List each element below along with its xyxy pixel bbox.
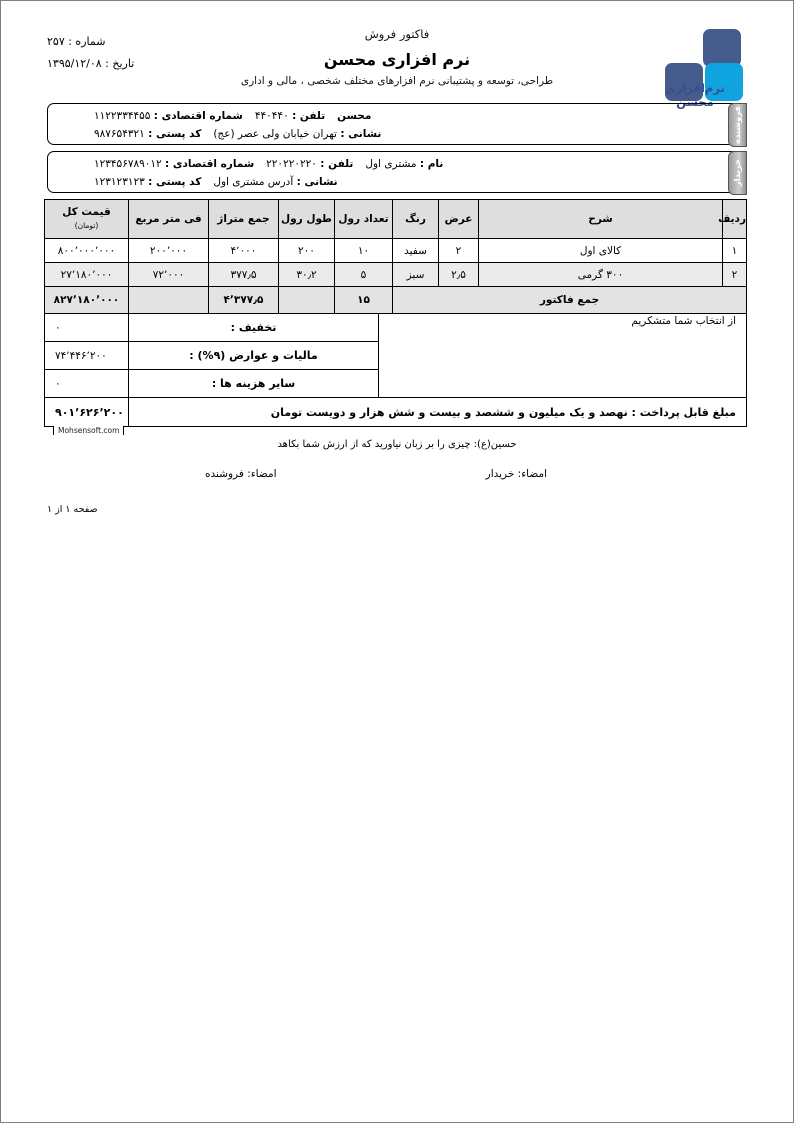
cell-roll-count: ۵ <box>335 263 393 287</box>
cell-description: ۳۰۰ گرمی <box>479 263 723 287</box>
seller-phone-label: تلفن : <box>292 110 326 122</box>
buyer-econ-code: ۱۲۳۴۵۶۷۸۹۰۱۲ <box>94 158 162 170</box>
buyer-econ-label: شماره اقتصادی : <box>165 158 255 170</box>
table-row <box>45 263 747 287</box>
table-row <box>45 239 747 263</box>
invoice-total-row <box>45 287 747 314</box>
invoice-meta <box>47 31 134 75</box>
signature-area <box>47 468 747 488</box>
cell-total-meters: ۴٬۰۰۰ <box>209 239 279 263</box>
tax-value: ۷۴٬۴۴۶٬۲۰۰ <box>45 342 129 370</box>
seller-address: تهران خیابان ولی عصر (عج) <box>213 128 337 140</box>
buyer-signature-label: امضاء: خریدار <box>485 468 547 480</box>
cell-width: ۲ <box>439 239 479 263</box>
logo-wordmark: نرم‌افزاری محسن <box>665 81 725 109</box>
col-header-total-meters: جمع متراژ <box>209 200 279 239</box>
cell-roll-length: ۳۰٫۲ <box>279 263 335 287</box>
items-table-header-row <box>45 200 747 239</box>
document-header <box>47 23 747 109</box>
footer-quote: حسین(ع): چیزی را بر زبان نیاورید که از ارزش شما بکاهد <box>277 439 517 450</box>
seller-phone: ۴۴۰۴۴۰ <box>254 110 289 122</box>
header-titles <box>47 27 747 87</box>
cell-total-price: ۲۷٬۱۸۰٬۰۰۰ <box>45 263 129 287</box>
buyer-postal-code: ۱۲۳۱۲۳۱۲۳ <box>94 176 145 188</box>
summary-table <box>44 313 747 398</box>
buyer-line-1 <box>94 155 736 173</box>
buyer-address: آدرس مشتری اول <box>213 176 294 188</box>
page-number: صفحه ۱ از ۱ <box>47 504 98 515</box>
buyer-tab-label: خریدار <box>732 159 743 187</box>
total-row-label: جمع فاکتور <box>393 287 747 314</box>
summary-row-discount <box>45 314 747 342</box>
seller-postal-code: ۹۸۷۶۵۴۳۲۱ <box>94 128 145 140</box>
col-header-index: ردیف <box>723 200 747 239</box>
brand-stamp: Mohsensoft.com <box>53 426 124 435</box>
seller-box <box>47 103 747 145</box>
buyer-name-label: نام : <box>419 158 444 170</box>
cell-total-meters: ۳۷۷٫۵ <box>209 263 279 287</box>
total-price: ۸۲۷٬۱۸۰٬۰۰۰ <box>45 287 129 314</box>
thanks-message: از انتخاب شما متشکریم <box>379 314 747 398</box>
company-tagline: طراحی، توسعه و پشتیبانی نرم افزارهای مختلف شخصی ، مالی و اداری <box>240 75 554 87</box>
document-kind-label: فاکتور فروش <box>364 27 430 41</box>
cell-roll-length: ۲۰۰ <box>279 239 335 263</box>
cell-unit-price: ۲۰۰٬۰۰۰ <box>129 239 209 263</box>
buyer-name: مشتری اول <box>365 158 417 170</box>
seller-address-label: نشانی : <box>340 128 382 140</box>
total-roll-count: ۱۵ <box>335 287 393 314</box>
items-table-wrapper <box>47 199 747 398</box>
col-header-total-price-unit: (تومان) <box>74 221 99 230</box>
discount-label: تخفیف : <box>129 314 379 342</box>
seller-postal-label: کد پستی : <box>148 128 202 140</box>
cell-index: ۱ <box>723 239 747 263</box>
payable-text: مبلغ قابل پرداخت : نهصد و یک میلیون و ششصد و بیست و شش هزار و دویست تومان <box>129 398 747 427</box>
seller-tab-label: فروشنده <box>732 106 743 144</box>
total-unit-price-blank <box>129 287 209 314</box>
tax-label: مالیات و عوارض (۹%) : <box>129 342 379 370</box>
cell-description: کالای اول <box>479 239 723 263</box>
payable-amount: ۹۰۱٬۶۲۶٬۲۰۰ <box>45 398 129 427</box>
buyer-phone-label: تلفن : <box>320 158 354 170</box>
cell-unit-price: ۷۲٬۰۰۰ <box>129 263 209 287</box>
cell-index: ۲ <box>723 263 747 287</box>
col-header-total-price <box>45 200 129 239</box>
cell-width: ۲٫۵ <box>439 263 479 287</box>
items-table <box>44 199 747 314</box>
col-header-description: شرح <box>479 200 723 239</box>
buyer-address-label: نشانی : <box>296 176 338 188</box>
seller-tab <box>728 103 747 147</box>
seller-econ-label: شماره اقتصادی : <box>153 110 243 122</box>
total-roll-length-blank <box>279 287 335 314</box>
seller-econ-code: ۱۱۲۲۳۳۴۴۵۵ <box>94 110 151 122</box>
col-header-roll-length: طول رول <box>279 200 335 239</box>
buyer-postal-label: کد پستی : <box>148 176 202 188</box>
seller-line-1 <box>94 107 736 125</box>
other-costs-value: ۰ <box>45 370 129 398</box>
invoice-number: شماره : ۲۵۷ <box>47 35 106 48</box>
col-header-color: رنگ <box>393 200 439 239</box>
payable-table <box>44 397 747 427</box>
payable-wrapper <box>47 397 747 435</box>
buyer-tab <box>728 151 747 195</box>
invoice-date: تاریخ : ۱۳۹۵/۱۲/۰۸ <box>47 57 135 70</box>
payable-row <box>45 398 747 427</box>
cell-color: سفید <box>393 239 439 263</box>
total-meters: ۴٬۳۷۷٫۵ <box>209 287 279 314</box>
cell-color: سبز <box>393 263 439 287</box>
discount-value: ۰ <box>45 314 129 342</box>
col-header-total-price-label: قیمت کل <box>62 206 111 218</box>
seller-line-2 <box>94 125 736 143</box>
company-name: نرم افزاری محسن <box>323 50 471 69</box>
buyer-box <box>47 151 747 193</box>
cell-roll-count: ۱۰ <box>335 239 393 263</box>
cell-total-price: ۸۰۰٬۰۰۰٬۰۰۰ <box>45 239 129 263</box>
other-costs-label: سایر هزینه ها : <box>129 370 379 398</box>
buyer-phone: ۲۲۰۲۲۰۲۲۰ <box>266 158 317 170</box>
seller-name: محسن <box>337 110 372 122</box>
col-header-unit-price: فی متر مربع <box>129 200 209 239</box>
buyer-line-2 <box>94 173 736 191</box>
col-header-roll-count: تعداد رول <box>335 200 393 239</box>
col-header-width: عرض <box>439 200 479 239</box>
seller-signature-label: امضاء: فروشنده <box>205 468 277 480</box>
